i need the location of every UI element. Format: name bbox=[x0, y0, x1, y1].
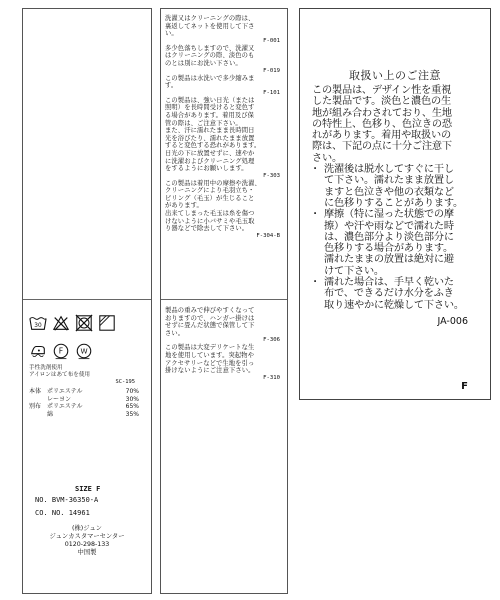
care-note: 洗濯又はクリーニングの際は、 裏返してネットを使用して下さ い。 bbox=[165, 15, 255, 38]
material-fiber: ポリエステル bbox=[47, 403, 83, 410]
material-part bbox=[29, 396, 47, 404]
care-code: JA-006 bbox=[437, 316, 468, 327]
material-table bbox=[29, 388, 139, 418]
material-fiber: ポリエステル bbox=[47, 388, 83, 395]
care-list bbox=[312, 164, 476, 311]
care-list-item: ・ 摩擦（特に湿った状態での摩 擦）や汗や雨などで濡れた時 は、濃色部分より淡色部分に 色移りする場合があります。 濡れたままの放置は絶対に避 けて下さい。 bbox=[312, 209, 476, 277]
panel-divider bbox=[161, 299, 287, 300]
material-row bbox=[29, 388, 139, 396]
customer-center: ジュンカスタマーセンター bbox=[49, 533, 125, 540]
care-symbol-row-2 bbox=[29, 342, 93, 360]
label-panel-right bbox=[299, 8, 491, 400]
care-intro: この製品は、デザイン性を重視 した製品です。淡色と濃色の生 地が組み合わされており、生地 の特性上、色移り、色泣きの恐 れがあります。着用や取扱いの 際は、下記の点に十分ご注意下 さい。 bbox=[312, 85, 452, 164]
care-list-item: ・ 濡れた場合は、手早く乾いた 布で、できるだけ水分をふき 取り速やかに乾燥して下さい。 bbox=[312, 277, 476, 311]
size-label: F bbox=[461, 381, 468, 392]
dry-clean-f-icon bbox=[52, 342, 70, 360]
dry-clean-letter: F bbox=[58, 346, 64, 356]
material-part: 本体 bbox=[29, 388, 42, 395]
care-note-code: F-101 bbox=[263, 89, 280, 96]
material-fiber: 綿 bbox=[47, 410, 54, 418]
care-body bbox=[312, 85, 476, 311]
co-number: CO. NO. 14961 bbox=[35, 509, 90, 517]
wash-temp-label: 30 bbox=[34, 323, 42, 330]
care-note-code: F-304-B bbox=[256, 232, 280, 239]
size-line: SIZE F bbox=[75, 485, 101, 493]
care-note-code: F-306 bbox=[263, 337, 280, 344]
material-row bbox=[29, 411, 139, 419]
phone-number: 0120-298-133 bbox=[64, 541, 110, 548]
care-note: この製品は大変デリケートな生 地を使用しています。突起物や アクセサリーなどで生地を引っ 掛けないようにご注意下さい。 bbox=[165, 344, 255, 375]
care-note-code: F-019 bbox=[263, 67, 280, 74]
care-list-item: ・ 洗濯後は脱水してすぐに干し て下さい。濡れたまま放置し ますと色泣きや他の衣類など に色移りすることがあります。 bbox=[312, 164, 476, 209]
care-note: 製品の重みで伸びやすくなって おりますので、ハンガー掛けは せずに畳んだ状態で保管して下 さい。 bbox=[165, 307, 255, 337]
panel-divider bbox=[23, 299, 151, 300]
material-part bbox=[29, 411, 47, 419]
care-symbol-row-1 bbox=[29, 314, 116, 332]
care-notes-top bbox=[165, 15, 284, 240]
material-part: 別布 bbox=[29, 403, 42, 410]
wash-note: 手性洗剤使用 アイロンはあて布を使用 bbox=[29, 365, 91, 378]
country-of-origin: 中国製 bbox=[77, 549, 97, 556]
care-note: この製品は水洗いで多少縮みま す。 bbox=[165, 74, 255, 90]
material-pct: 65% bbox=[125, 403, 139, 410]
material-pct: 70% bbox=[125, 388, 139, 395]
care-notes-bottom bbox=[165, 307, 284, 382]
care-note: この製品は、強い日光（または 照明）を長時間受けると変色す る場合があります。着用及び保 管の際は、ご注意下さい。 また、汗に濡れたまま長時間日 光を浴びたり、濡れたまま放置 すると変色する恐れがあります。 日光の下に放置せずに、速やか に洗濯およびクリーニング処理 をするようにお願いします。 bbox=[165, 96, 261, 173]
care-title: 取扱い上のご注意 bbox=[349, 69, 441, 82]
material-pct: 35% bbox=[125, 410, 139, 418]
company-block bbox=[23, 525, 151, 557]
label-panel-left bbox=[22, 8, 152, 594]
care-note: 多少色落ちしますので、洗濯又 はクリーニングの際、淡色のも のとは別にお洗い下さい。 bbox=[165, 44, 255, 67]
product-number: NO. BVM-36350-A bbox=[35, 496, 99, 504]
company-name: (株)ジュン bbox=[72, 525, 102, 532]
material-row bbox=[29, 396, 139, 404]
wash-30-icon bbox=[29, 314, 47, 332]
no-tumble-dry-icon bbox=[75, 314, 93, 332]
sc-code: SC-195 bbox=[115, 379, 135, 385]
iron-low-icon bbox=[29, 342, 47, 360]
wet-clean-letter: W bbox=[80, 346, 88, 356]
line-dry-shade-icon bbox=[98, 314, 116, 332]
care-note-code: F-001 bbox=[263, 37, 280, 44]
care-note-code: F-303 bbox=[263, 172, 280, 179]
label-panel-middle bbox=[160, 8, 288, 594]
care-note: この製品は着用中の摩擦や洗濯、 クリーニングにより毛羽立ち・ ピリング（毛玉）が生じること があります。 出来てしまった毛玉は糸を傷つ けないように小バサミや毛玉取 り器などで除去して下さい。 bbox=[165, 179, 261, 233]
wet-clean-w-icon bbox=[75, 342, 93, 360]
material-fiber: レーヨン bbox=[47, 395, 72, 403]
no-bleach-icon bbox=[52, 314, 70, 332]
material-row bbox=[29, 403, 139, 411]
material-pct: 30% bbox=[125, 395, 139, 403]
care-note-code: F-310 bbox=[263, 374, 280, 381]
